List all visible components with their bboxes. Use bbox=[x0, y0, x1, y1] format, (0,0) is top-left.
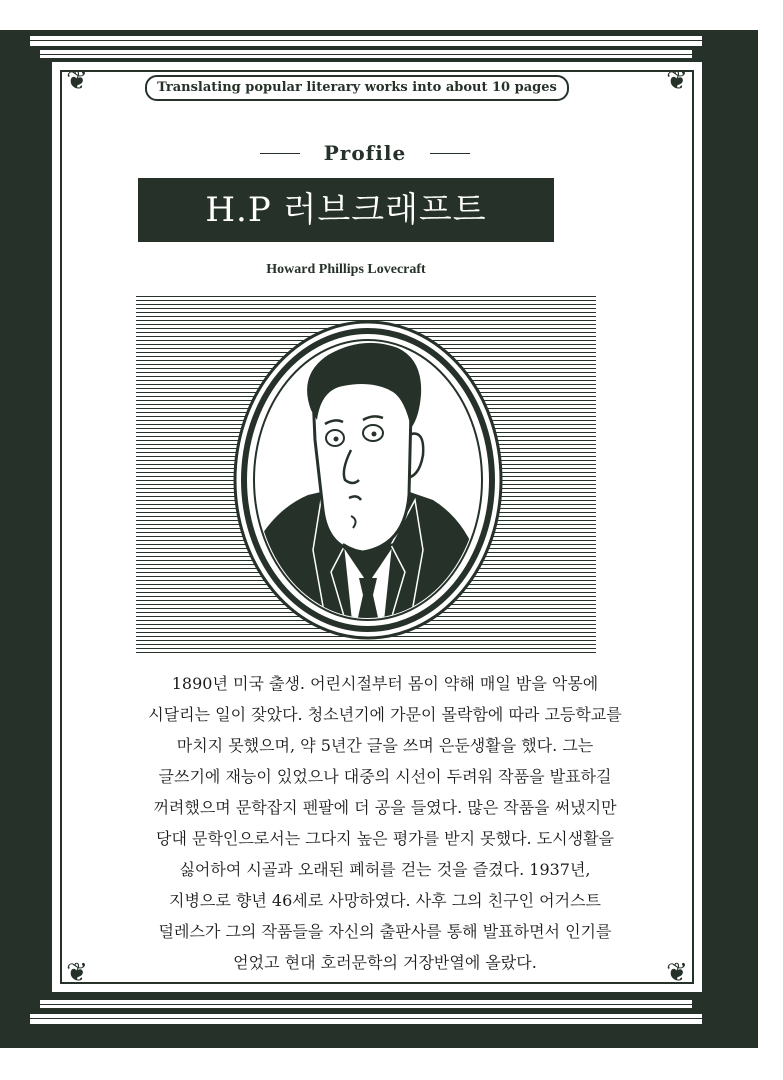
bio-line: 시달리는 일이 잦았다. 청소년기에 가문이 몰락함에 따라 고등학교를 bbox=[148, 705, 622, 724]
profile-label: Profile bbox=[323, 141, 407, 165]
bio-line: 꺼려했으며 문학잡지 펜팔에 더 공을 들였다. 많은 작품을 써냈지만 bbox=[153, 798, 617, 817]
face bbox=[313, 370, 411, 552]
corner-ornament-icon: ❦ bbox=[66, 958, 88, 988]
profile-rule-left bbox=[260, 153, 300, 154]
series-banner: Translating popular literary works into about 10 pages bbox=[145, 75, 569, 101]
bio-line: 지병으로 향년 46세로 사망하였다. 사후 그의 친구인 어거스트 bbox=[169, 891, 601, 910]
bio-line: 1890년 미국 출생. 어린시절부터 몸이 약해 매일 밤을 악몽에 bbox=[171, 674, 599, 693]
bottom-bar bbox=[40, 998, 692, 1010]
bio-line: 글쓰기에 재능이 있었으나 대중의 시선이 두려워 작품을 발표하길 bbox=[158, 767, 612, 786]
bio-line: 덜레스가 그의 작품들을 자신의 출판사를 통해 발표하면서 인기를 bbox=[158, 922, 612, 941]
biography bbox=[80, 668, 690, 978]
author-name-korean: H.P 러브크래프트 bbox=[138, 178, 554, 242]
profile-rule-right bbox=[430, 153, 470, 154]
corner-ornament-icon: ❦ bbox=[66, 66, 88, 96]
bio-line: 마치지 못했으며, 약 5년간 글을 쓰며 은둔생활을 했다. 그는 bbox=[176, 736, 594, 755]
corner-ornament-icon: ❦ bbox=[666, 66, 688, 96]
bio-line: 싫어하여 시골과 오래된 폐허를 걷는 것을 즐겼다. 1937년, bbox=[179, 860, 591, 879]
profile-heading bbox=[260, 140, 470, 166]
top-bar-lower bbox=[40, 48, 692, 60]
corner-ornament-icon: ❦ bbox=[666, 958, 688, 988]
top-bar bbox=[30, 34, 702, 48]
portrait-illustration bbox=[233, 320, 503, 640]
bio-line: 당대 문학인으로서는 그다지 높은 평가를 받지 못했다. 도시생활을 bbox=[155, 829, 614, 848]
bottom-bar-lower bbox=[30, 1012, 702, 1026]
bio-line: 얻었고 현대 호러문학의 거장반열에 올랐다. bbox=[233, 953, 537, 972]
author-name-english: Howard Phillips Lovecraft bbox=[266, 262, 426, 277]
